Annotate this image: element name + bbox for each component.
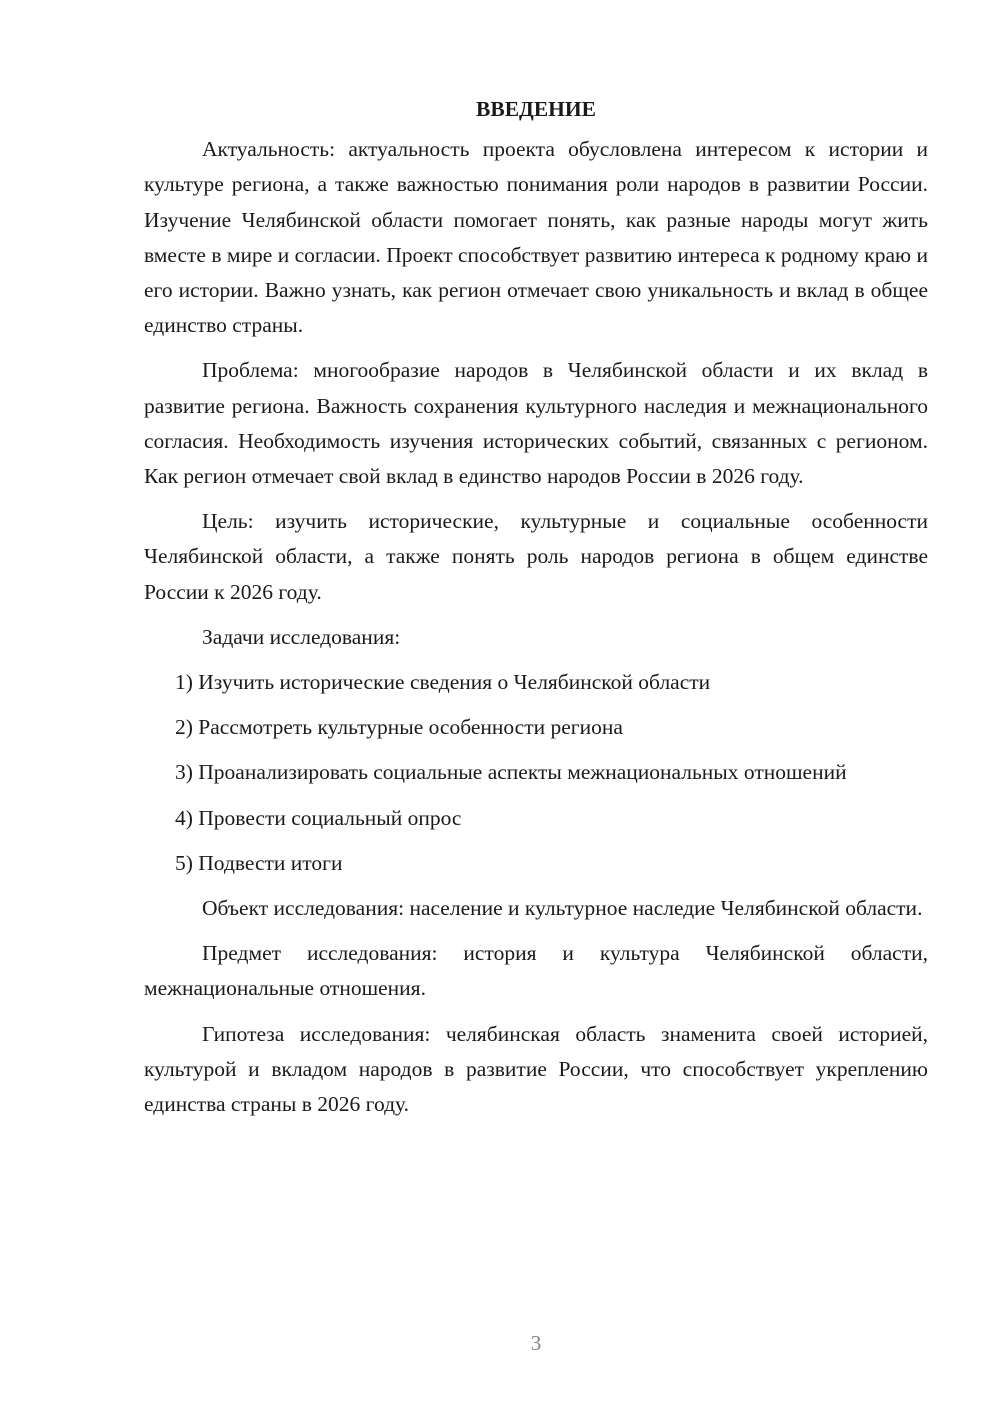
goal-paragraph: Цель: изучить исторические, культурные и социальные особенности Челябинской области, а также понять роль народов региона в общем единстве России к 2026 году. [144,509,928,604]
problem-paragraph: Проблема: многообразие народов в Челябинской области и их вклад в развитие региона. Важность сохранения культурного наследия и межнационального согласия. Необходимость изучения исторических событий, связанных с регионом. Как регион отмечает свой вклад в единство народов России в 2026 году. [144,358,928,489]
relevance-paragraph: Актуальность: актуальность проекта обусловлена интересом к истории и культуре региона, а также важностью понимания роли народов в развитии России. Изучение Челябинской области помогает понять, как разные народы могут жить вместе в мире и согласии. Проект способствует развитию интереса к родному краю и его истории. Важно узнать, как регион отмечает свою уникальность и вклад в общее единство страны. [144,137,928,338]
task-item: 1) Изучить исторические сведения о Челябинской области [175,670,711,695]
subject-paragraph: Предмет исследования: история и культура Челябинской области, межнациональные отношения. [144,941,928,1001]
object-paragraph: Объект исследования: население и культурное наследие Челябинской области. [202,896,923,921]
page-number: 3 [530,1331,542,1355]
document-page [144,92,928,1132]
task-item: 4) Провести социальный опрос [175,805,462,830]
tasks-heading: Задачи исследования: [202,624,401,649]
page-title: ВВЕДЕНИЕ [476,97,596,121]
hypothesis-paragraph: Гипотеза исследования: челябинская область знаменита своей историей, культурой и вкладом народов в развитие России, что способствует укреплению единства страны в 2026 году. [144,1021,928,1117]
task-item: 2) Рассмотреть культурные особенности региона [175,715,623,740]
task-item: 5) Подвести итоги [175,850,343,875]
task-item: 3) Проанализировать социальные аспекты межнациональных отношений [175,760,847,785]
